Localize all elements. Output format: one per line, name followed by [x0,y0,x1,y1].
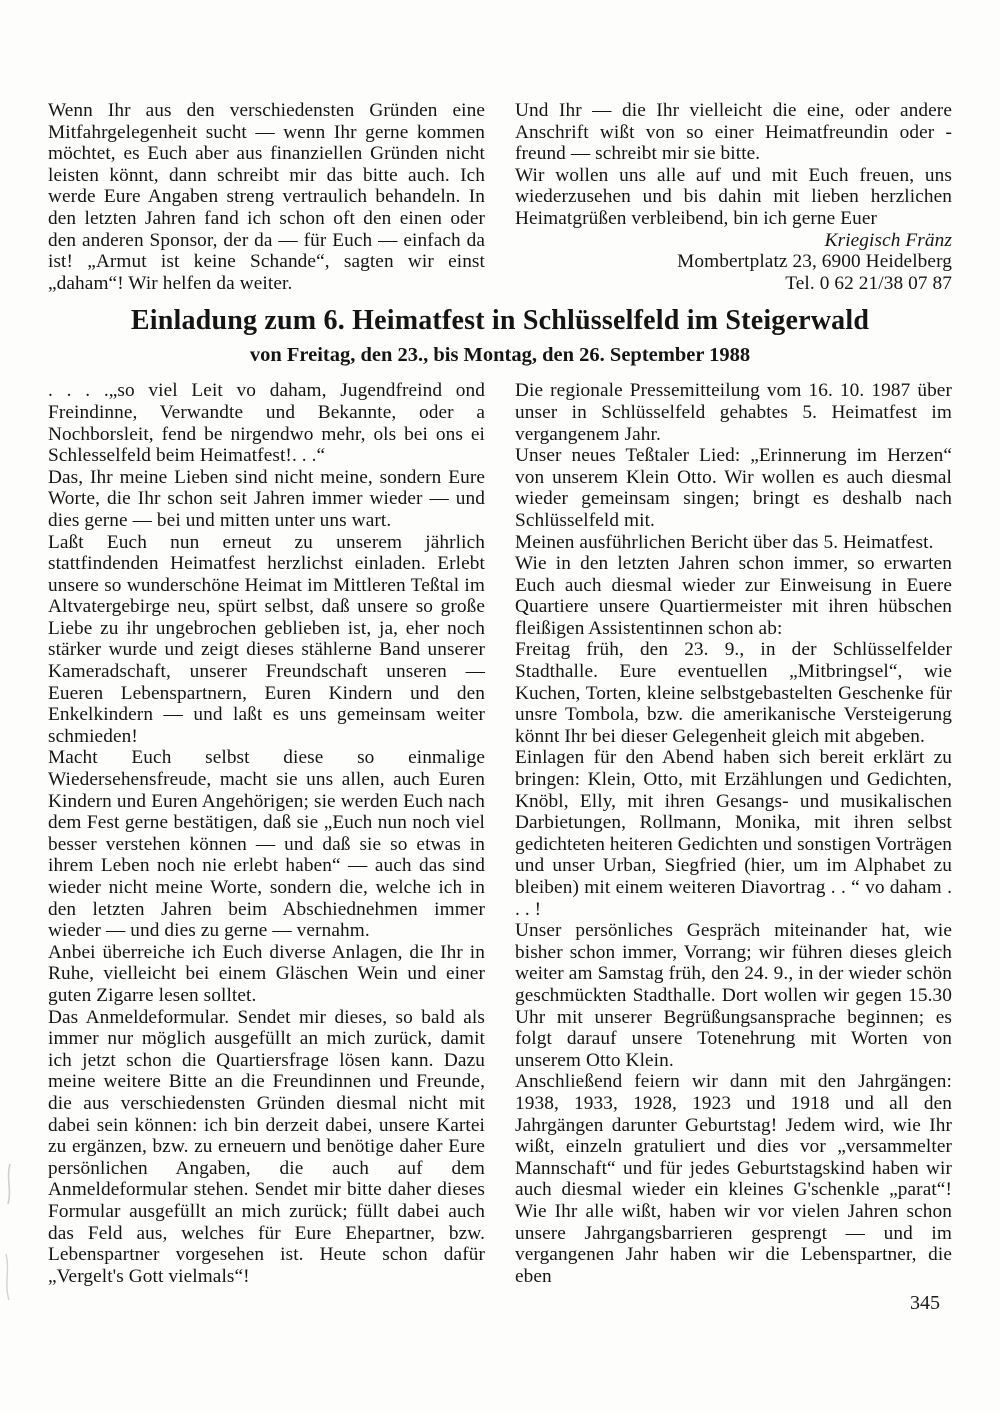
intro-paragraph: Wir wollen uns alle auf und mit Euch freuen, uns wiederzusehen und bis dahin mit lieben herzlichen Heimatgrüßen verbleibend, bin ich gerne Euer [515,164,952,229]
body-paragraph: Laßt Euch nun erneut zu unserem jährlich stattfindenden Heimatfest herzlichst einladen. Erlebt unsere so wunderschöne Heimat im Mittleren Teßtal im Altvatergebirge neu, spürt selbst, daß unsere so große Liebe zu ihr ungebrochen geblieben ist, ja, eher noch stärker wurde und zeigt dieses stählerne Band unserer Kameradschaft, unserer Freundschaft unseren — Eueren Lebenspartnern, Euren Kindern und den Enkelkindern — und laßt es uns gemeinsam weiter schmieden! [48,531,485,747]
page-number: 345 [910,1292,940,1314]
address-line: Mombertplatz 23, 6900 Heidelberg [677,251,952,273]
body-paragraph: Das Anmeldeformular. Sendet mir dieses, so bald als immer nur möglich ausgefüllt an mich zurück, damit ich jetzt schon die Quartiersfrage lösen kann. Dazu meine weitere Bitte an die Freundinnen und Freunde, die aus verschiedensten Gründen diesmal nicht mit dabei sein können: ich bin derzeit dabei, unsere Kartei zu ergänzen, bzw. zu erneuern und benötige daher Eure persönlichen Angaben, die auch auf dem Anmeldeformular stehen. Sendet mir bitte daher dieses Formular ausgefüllt an mich zurück; füllt dabei auch das Feld aus, welches für Eure Ehepartner, bzw. Lebenspartner vorgesehen ist. Heute schon dafür „Vergelt's Gott vielmals“! [48,1006,485,1287]
intro-paragraph: Wenn Ihr aus den verschiedensten Gründen eine Mitfahrgelegenheit sucht — wenn Ihr gerne kommen möchtet, es Euch aber aus finanziellen Gründen nicht leisten könnt, dann schreibt mir das bitte auch. Ich werde Eure Angaben streng vertraulich behandeln. In den letzten Jahren fand ich schon oft den einen oder den anderen Sponsor, der da — für Euch — einfach da ist! „Armut ist keine Schande“, sagten wir einst „daham“! Wir helfen da weiter. [48,100,485,294]
body-paragraph: Anschließend feiern wir dann mit den Jahrgängen: 1938, 1933, 1928, 1923 und 1918 und all den Jahrgängen darunter Geburtstag! Jedem wird, wie Ihr wißt, einzeln gratuliert und dies vor „versammelter Mannschaft“ und für jedes Geburtstagskind haben wir auch diesmal wieder ein kleines G'schenkle „parat“! Wie Ihr alle wißt, haben wir vor vielen Jahren schon unsere Jahrgangsbarrieren gesprengt — und im vergangenen Jahr haben wir die Lebenspartner, die eben [515,1071,952,1287]
subheadline: von Freitag, den 23., bis Montag, den 26. September 1988 [249,344,751,367]
headline: Einladung zum 6. Heimatfest in Schlüsselfeld im Steigerwald [130,305,870,337]
body-paragraph: Freitag früh, den 23. 9., in der Schlüsselfelder Stadthalle. Eure eventuellen „Mitbringsel“, wie Kuchen, Torten, kleine selbstgebastelten Geschenke für unsre Tombola, bzw. die amerikanische Versteigerung könnt Ihr bei dieser Gelegenheit gleich mit abgeben. [515,639,952,747]
body-paragraph: Das, Ihr meine Lieben sind nicht meine, sondern Eure Worte, die Ihr schon seit Jahren immer wieder — und dies gerne — bei und mitten unter uns wart. [48,466,485,531]
body-paragraph: Wie in den letzten Jahren schon immer, so erwarten Euch auch diesmal wieder zur Einweisung in Euere Quartiere unsere Quartiermeister mit ihren hübschen fleißigen Assistentinnen schon ab: [515,553,952,639]
body-paragraph: Einlagen für den Abend haben sich bereit erklärt zu bringen: Klein, Otto, mit Erzählungen und Gedichten, Knöbl, Elly, mit ihren Gesangs- und musikalischen Darbietungen, Rollmann, Monika, mit ihren selbst gedichteten heiteren Gedichten und sonstigen Vorträgen und unser Urban, Siegfried (hier, um im Alphabet zu bleiben) mit einem weiteren Diavortrag . . “ vo daham . . . ! [515,747,952,920]
body-paragraph: . . . .„so viel Leit vo daham, Jugendfreind ond Freindinne, Verwandte und Bekannte, oder a Nochborsleit, fend be nirgendwo mehr, ols bei ons ei Schlesselfeld beim Heimatfest!. . .“ [48,380,485,467]
body-right-column [515,380,952,1287]
intro-left-column [48,100,485,294]
body-paragraph: Macht Euch selbst diese so einmalige Wiedersehensfreude, macht sie uns allen, auch Euren Kindern und Euren Angehörigen; sie werden Euch nach dem Fest gerne bestätigen, daß sie „Euch nun noch viel besser verstehen können — und daß sie so etwas in ihrem Leben noch nie erlebt haben“ — auch das sind wieder nicht meine Worte, sondern die, welche ich in den letzten Jahren beim Abschiednehmen immer wieder — und dies zu gerne — vernahm. [48,747,485,942]
phone-line: Tel. 0 62 21/38 07 87 [785,272,952,294]
body-paragraph: Unser persönliches Gespräch miteinander hat, wie bisher schon immer, Vorrang; wir führen dieses gleich weiter am Samstag früh, den 24. 9., in der wieder schön geschmückten Stadthalle. Dort wollen wir gegen 15.30 Uhr mit unserer Begrüßungsansprache beginnen; es folgt darauf unsere Totenehrung mit Worten von unserem Otto Klein. [515,920,952,1071]
body-paragraph: Meinen ausführlichen Bericht über das 5. Heimatfest. [515,531,934,553]
body-paragraph: Die regionale Pressemitteilung vom 16. 10. 1987 über unser in Schlüsselfeld gehabtes 5. Heimatfest im vergangenem Jahr. [515,380,952,445]
body-paragraph: Anbei überreiche ich Euch diverse Anlagen, die Ihr in Ruhe, vielleicht bei einem Gläschen Wein und einer guten Zigarre lesen solltet. [48,941,485,1006]
signature: Kriegisch Fränz [824,229,952,251]
intro-right-column [515,100,952,294]
intro-section [0,0,1000,294]
body-left-column [48,380,485,1287]
intro-paragraph: Und Ihr — die Ihr vielleicht die eine, oder andere Anschrift wißt von so einer Heimatfreundin oder -freund — schreibt mir sie bitte. [515,100,952,165]
body-paragraph: Unser neues Teßtaler Lied: „Erinnerung im Herzen“ von unserem Klein Otto. Wir wollen es auch diesmal wieder gemeinsam singen; bringt es deshalb nach Schlüsselfeld mit. [515,445,952,531]
body-section [0,380,1000,1287]
